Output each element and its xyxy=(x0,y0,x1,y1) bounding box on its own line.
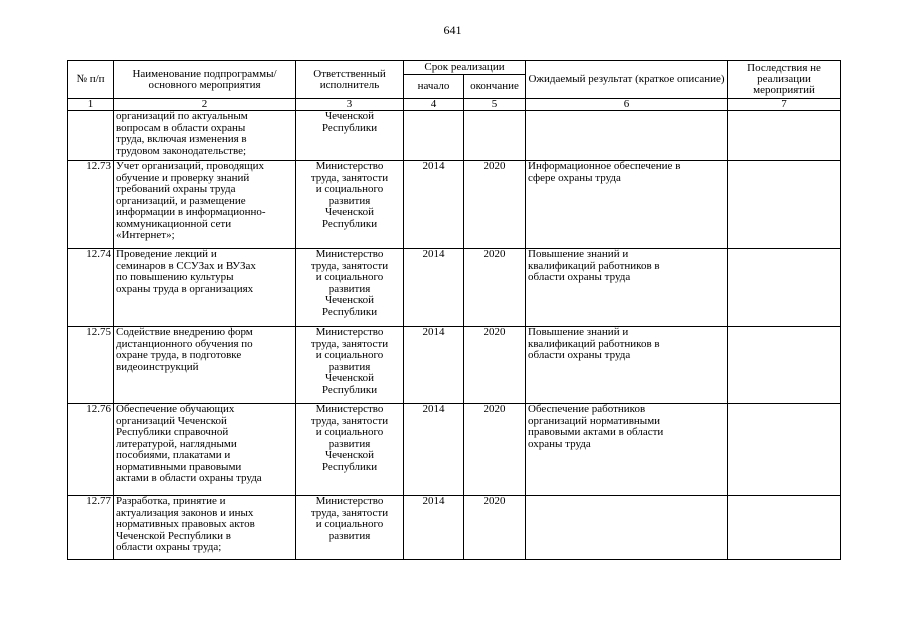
responsible-text: Министерство труда, занятости и социального развития xyxy=(310,495,389,542)
header-responsible-text: Ответственный исполнитель xyxy=(313,67,386,91)
expected-result xyxy=(526,496,728,560)
table-row xyxy=(68,249,841,327)
table-row xyxy=(68,327,841,404)
expected-result xyxy=(526,404,728,496)
expected-result xyxy=(526,111,728,161)
responsible xyxy=(296,404,404,496)
header-num: № п/п xyxy=(68,61,114,99)
responsible-text: Министерство труда, занятости и социального развития Чеченской Республики xyxy=(310,248,389,318)
end-year: 2020 xyxy=(464,404,526,496)
end-year: 2020 xyxy=(464,161,526,249)
start-year xyxy=(404,111,464,161)
activity-name-text: Проведение лекций и семинаров в ССУЗах и ВУЗах по повышению культуры охраны труда в организациях xyxy=(116,248,256,295)
activity-name xyxy=(114,249,296,327)
consequences xyxy=(728,111,841,161)
activity-name-text: Обеспечение обучающих организаций Чеченской Республики справочной литературой, наглядными пособиями, плакатами и нормативными правовыми актами в области охраны труда xyxy=(116,403,262,484)
row-number: 12.75 xyxy=(68,327,114,404)
responsible xyxy=(296,327,404,404)
expected-result xyxy=(526,161,728,249)
responsible-text: Министерство труда, занятости и социального развития Чеченской Республики xyxy=(310,326,389,396)
row-number: 12.73 xyxy=(68,161,114,249)
col-number: 6 xyxy=(526,99,728,111)
row-number: 12.76 xyxy=(68,404,114,496)
consequences xyxy=(728,327,841,404)
table-row xyxy=(68,404,841,496)
activity-name xyxy=(114,161,296,249)
header-consequences-text: Последствия не реализации мероприятий xyxy=(747,62,821,96)
responsible xyxy=(296,496,404,560)
header-name-text: Наименование подпрограммы/ основного мероприятия xyxy=(132,67,277,91)
header-name xyxy=(114,61,296,99)
consequences xyxy=(728,496,841,560)
start-year: 2014 xyxy=(404,496,464,560)
expected-result-text: Информационное обеспечение в сфере охраны труда xyxy=(528,160,681,184)
responsible-text: Министерство труда, занятости и социального развития Чеченской Республики xyxy=(310,403,389,473)
activity-name xyxy=(114,496,296,560)
header-end-text: окончание xyxy=(470,80,519,92)
responsible xyxy=(296,161,404,249)
expected-result-text: Повышение знаний и квалификаций работников в области охраны труда xyxy=(528,248,660,283)
end-year: 2020 xyxy=(464,496,526,560)
responsible-text: Министерство труда, занятости и социального развития Чеченской Республики xyxy=(310,160,389,230)
end-year: 2020 xyxy=(464,249,526,327)
col-number: 5 xyxy=(464,99,526,111)
activities-table xyxy=(67,60,841,560)
consequences xyxy=(728,161,841,249)
header-consequences xyxy=(728,61,841,99)
header-start: начало xyxy=(404,75,464,99)
activity-name-text: Разработка, принятие и актуализация законов и иных нормативных правовых актов Чеченской Республики в области охраны труда; xyxy=(116,495,255,553)
expected-result-text: Повышение знаний и квалификаций работников в области охраны труда xyxy=(528,326,660,361)
activity-name-text: Учет организаций, проводящих обучение и проверку знаний требований охраны труда организаций, и размещение информации в информационно- коммуникационной сети «Интернет»; xyxy=(116,160,266,241)
header-result-text: Ожидаемый результат (краткое описание) xyxy=(528,73,725,85)
expected-result xyxy=(526,327,728,404)
row-number: 12.74 xyxy=(68,249,114,327)
consequences xyxy=(728,404,841,496)
col-number: 3 xyxy=(296,99,404,111)
col-number: 7 xyxy=(728,99,841,111)
activity-name xyxy=(114,111,296,161)
row-number: 12.77 xyxy=(68,496,114,560)
header-term: Срок реализации xyxy=(404,61,526,75)
start-year: 2014 xyxy=(404,161,464,249)
end-year xyxy=(464,111,526,161)
activity-name xyxy=(114,327,296,404)
page-number: 641 xyxy=(443,23,462,37)
expected-result xyxy=(526,249,728,327)
header-result xyxy=(526,61,728,99)
col-number: 1 xyxy=(68,99,114,111)
header-responsible xyxy=(296,61,404,99)
col-number: 4 xyxy=(404,99,464,111)
start-year: 2014 xyxy=(404,327,464,404)
responsible-text: Чеченской Республики xyxy=(321,110,378,134)
responsible xyxy=(296,249,404,327)
activity-name-text: Содействие внедрению форм дистанционного обучения по охране труда, в подготовке видеоинструкций xyxy=(116,326,253,373)
table-row xyxy=(68,111,841,161)
column-numbers-row xyxy=(68,99,841,111)
expected-result-text: Обеспечение работников организаций нормативными правовыми актами в области охраны труда xyxy=(528,403,664,450)
table-row xyxy=(68,161,841,249)
table-row xyxy=(68,496,841,560)
end-year: 2020 xyxy=(464,327,526,404)
responsible xyxy=(296,111,404,161)
col-number: 2 xyxy=(114,99,296,111)
activity-name-text: организаций по актуальным вопросам в области охраны труда, включая изменения в трудовом законодательстве; xyxy=(116,110,248,157)
row-number xyxy=(68,111,114,161)
header-row-top xyxy=(68,61,841,75)
start-year: 2014 xyxy=(404,249,464,327)
start-year: 2014 xyxy=(404,404,464,496)
activity-name xyxy=(114,404,296,496)
header-end xyxy=(464,75,526,99)
consequences xyxy=(728,249,841,327)
